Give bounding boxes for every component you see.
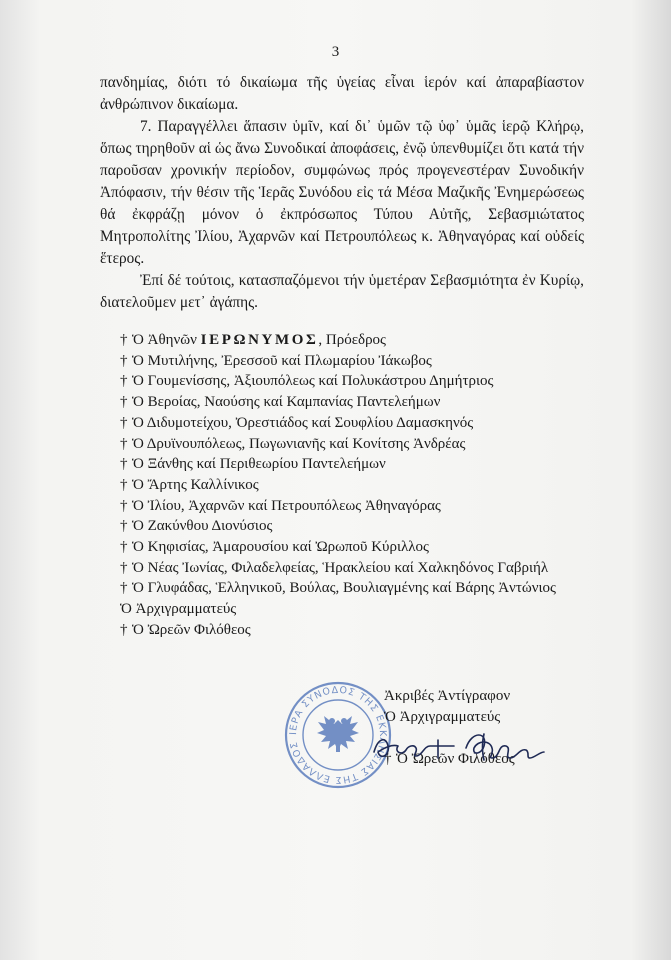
signatory-president xyxy=(120,330,556,351)
paragraph-continuation: πανδημίας, διότι τό δικαίωμα τῆς ὑγείας εἶναι ἱερόν καί ἀπαραβίαστον ἀνθρώπινον δικαίωμα. xyxy=(100,74,584,113)
paragraph-item-7: 7. Παραγγέλλει ἅπασιν ὑμῖν, καί δι᾿ ὑμῶν τῷ ὑφ᾿ ὑμᾶς ἱερῷ Κλήρῳ, ὅπως τηρηθοῦν αἱ ὡς ἄνω Συνοδικαί ἀποφάσεις, ἐνῷ ὑπενθυμίζει ὅτι κατά τήν παροῦσαν χρονικήν περίοδον, συμφώνως πρός προγενεστέραν Συνοδικήν Ἀπόφασιν, τήν θέσιν τῆς Ἱερᾶς Συνόδου εἰς τά Μέσα Μαζικῆς Ἐνημερώσεως θά ἐκφράζῃ μόνον ὁ ἐκπρόσωπος Τύπου Αὐτῆς, Σεβασμιώτατος Μητροπολίτης Ἰλίου, Ἀχαρνῶν καί Πετρουπόλεως κ. Ἀθηναγόρας καί οὐδείς ἕτερος. xyxy=(100,118,584,267)
cross-icon: † xyxy=(120,476,128,493)
signatory-name: Ὁ Μυτιλήνης, Ἐρεσσοῦ καί Πλωμαρίου Ἰάκωβος xyxy=(132,352,432,369)
certified-copy-label: Ἀκριβές Ἀντίγραφον xyxy=(384,688,511,704)
cross-icon: † xyxy=(120,394,128,411)
handwritten-signature xyxy=(368,722,568,772)
signatory-item xyxy=(120,454,556,475)
cross-icon: † xyxy=(120,373,128,390)
letter-body xyxy=(100,72,584,314)
cross-icon: † xyxy=(120,497,128,514)
chief-secretary-title xyxy=(120,599,556,620)
page-number: 3 xyxy=(331,44,340,60)
cross-icon: † xyxy=(120,518,128,535)
signatory-item xyxy=(120,578,556,599)
secretary-name: Ὁ Ὠρεῶν Φιλόθεος xyxy=(132,621,251,638)
signatory-item xyxy=(120,351,556,372)
signatory-item xyxy=(120,392,556,413)
signatory-name: Ὁ Νέας Ἰωνίας, Φιλαδελφείας, Ἡρακλείου καί Χαλκηδόνος Γαβριήλ xyxy=(132,559,549,576)
paragraph-closing: Ἐπί δέ τούτοις, κατασπαζόμενοι τήν ὑμετέραν Σεβασμιότητα ἐν Κυρίῳ, διατελοῦμεν μετ᾿ ἀγάπης. xyxy=(100,272,584,311)
signatory-role: , Πρόεδρος xyxy=(318,332,387,348)
signatory-prefix: Ὁ Ἀθηνῶν xyxy=(132,332,201,348)
signatory-president-name: ΙΕΡΩΝΥΜΟΣ xyxy=(200,332,319,348)
signatory-name: Ὁ Βεροίας, Ναούσης καί Καμπανίας Παντελεήμων xyxy=(132,394,441,411)
signatory-item xyxy=(120,516,556,537)
cross-icon: † xyxy=(120,414,128,431)
cross-icon: † xyxy=(120,539,128,556)
signatory-item xyxy=(120,475,556,496)
signer-name: Ὁ Ὠρεῶν Φιλόθεος xyxy=(396,751,515,767)
cross-icon: † xyxy=(120,435,128,452)
signatory-item xyxy=(120,371,556,392)
signatory-name: Ὁ Γλυφάδας, Ἑλληνικοῦ, Βούλας, Βουλιαγμένης καί Βάρης Ἀντώνιος xyxy=(132,580,556,597)
certified-copy-title: Ὁ Ἀρχιγραμματεύς xyxy=(384,709,501,725)
signatory-name: Ὁ Κηφισίας, Ἀμαρουσίου καί Ὠρωποῦ Κύριλλος xyxy=(132,539,429,556)
signatories-list xyxy=(120,330,556,641)
signatory-name: Ὁ Δρυϊνουπόλεως, Πωγωνιανῆς καί Κονίτσης Ἀνδρέας xyxy=(132,435,466,452)
secretary-title: Ὁ Ἀρχιγραμματεύς xyxy=(120,601,237,618)
signatory-item xyxy=(120,620,556,641)
cross-icon: † xyxy=(384,751,392,767)
seal-text: ΙΕΡΑ ΣΥΝΟΔΟΣ ΤΗΣ ΕΚΚΛΗΣΙΑΣ ΤΗΣ ΕΛΛΑΔΟΣ xyxy=(287,684,389,786)
signatory-item xyxy=(120,434,556,455)
cross-icon: † xyxy=(120,621,128,638)
signatory-item xyxy=(120,537,556,558)
signatory-name: Ὁ Ξάνθης καί Περιθεωρίου Παντελεήμων xyxy=(132,456,386,473)
cross-icon: † xyxy=(120,559,128,576)
signatory-name: Ὁ Ἰλίου, Ἀχαρνῶν καί Πετρουπόλεως Ἀθηναγόρας xyxy=(132,497,441,514)
cross-icon: † xyxy=(120,332,128,348)
signatory-name: Ὁ Διδυμοτείχου, Ὀρεστιάδος καί Σουφλίου Δαμασκηνός xyxy=(132,414,474,431)
signatory-name: Ὁ Ζακύνθου Διονύσιος xyxy=(132,518,273,535)
signatory-name: Ὁ Γουμενίσσης, Ἀξιουπόλεως καί Πολυκάστρου Δημήτριος xyxy=(132,373,494,390)
cross-icon: † xyxy=(120,580,128,597)
signatory-name: Ὁ Ἄρτης Καλλίνικος xyxy=(132,476,259,493)
signatory-item xyxy=(120,496,556,517)
signatory-item xyxy=(120,558,556,579)
cross-icon: † xyxy=(120,352,128,369)
cross-icon: † xyxy=(120,456,128,473)
signatory-item xyxy=(120,413,556,434)
